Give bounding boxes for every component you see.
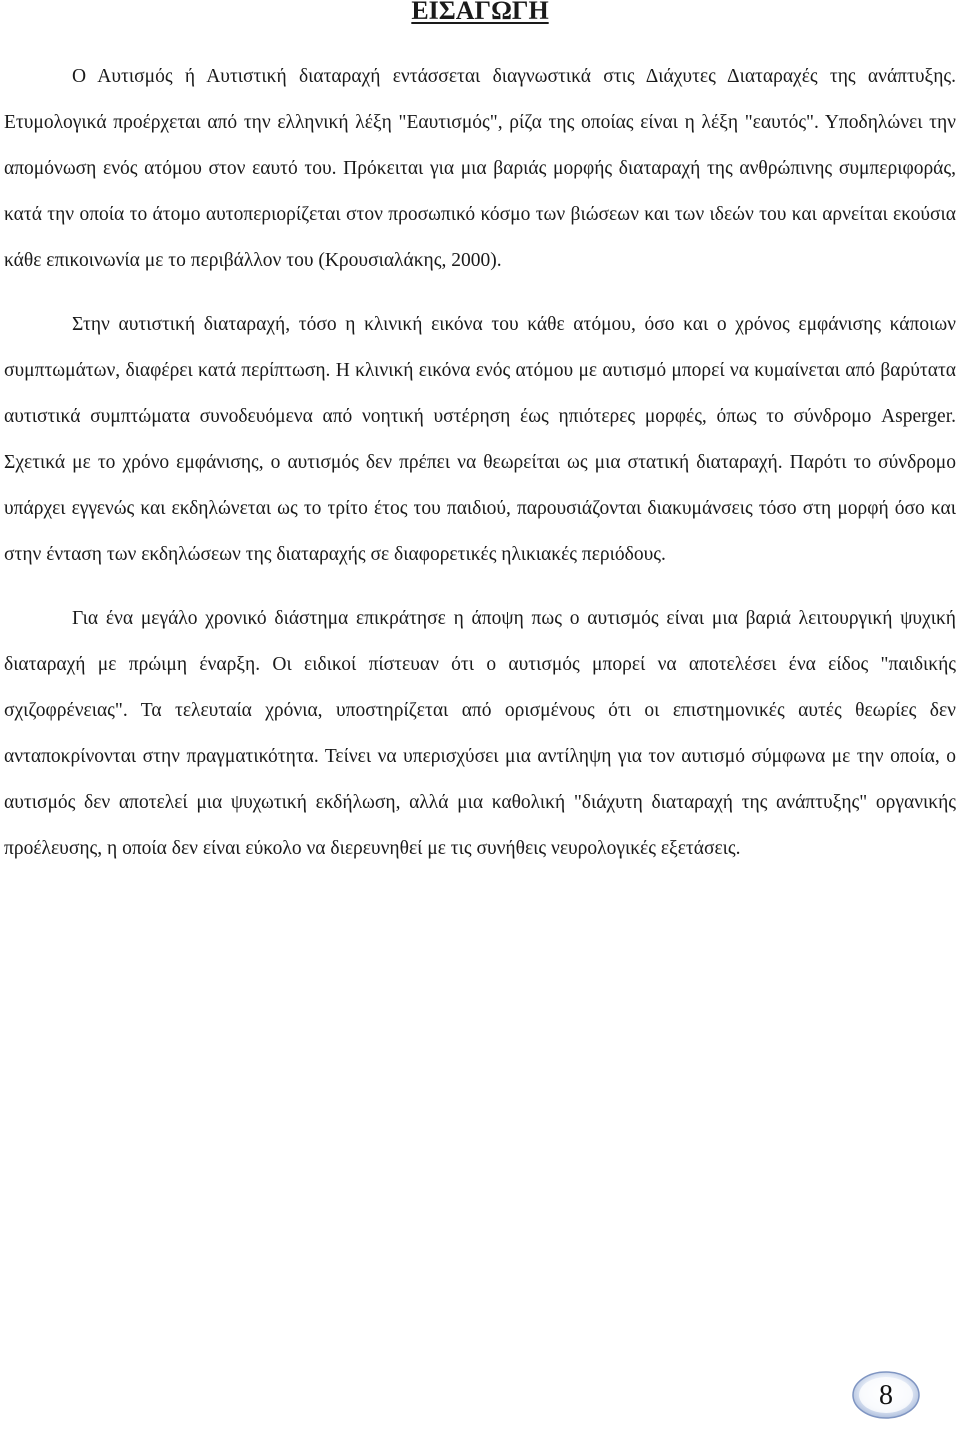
page-title: ΕΙΣΑΓΩΓΗ (411, 0, 549, 25)
page-number-badge (851, 1370, 921, 1420)
paragraph-3: Για ένα μεγάλο χρονικό διάστημα επικράτησε η άποψη πως ο αυτισμός είναι μια βαριά λειτουργική ψυχική διαταραχή με πρώιμη έναρξη. Οι ειδικοί πίστευαν ότι ο αυτισμός μπορεί να αποτελέσει ένα είδος "παιδικής σχιζοφρένειας". Τα τελευταία χρόνια, υποστηρίζεται από ορισμένους ότι οι επιστημονικές αυτές θεωρίες δεν ανταποκρίνονται στην πραγματικότητα. Τείνει να υπερισχύσει μια αντίληψη για τον αυτισμό σύμφωνα με την οποία, ο αυτισμός δεν αποτελεί μια ψυχωτική εκδήλωση, αλλά μια καθολική "διάχυτη διαταραχή της ανάπτυξης" οργανικής προέλευσης, η οποία δεν είναι εύκολο να διερευνηθεί με τις συνήθεις νευρολογικές εξετάσεις. (4, 608, 956, 859)
paragraph-1: Ο Αυτισμός ή Αυτιστική διαταραχή εντάσσεται διαγνωστικά στις Διάχυτες Διαταραχές της ανάπτυξης. Ετυμολογικά προέρχεται από την ελληνική λέξη "Εαυτισμός", ρίζα της οποίας είναι η λέξη "εαυτός". Υποδηλώνει την απομόνωση ενός ατόμου στον εαυτό του. Πρόκειται για μια βαριάς μορφής διαταραχή της ανθρώπινης συμπεριφοράς, κατά την οποία το άτομο αυτοπεριορίζεται στον προσωπικό κόσμο των βιώσεων και των ιδεών του και αρνείται εκούσια κάθε επικοινωνία με το περιβάλλον του (Κρουσιαλάκης, 2000). (4, 66, 956, 271)
paragraph-2: Στην αυτιστική διαταραχή, τόσο η κλινική εικόνα του κάθε ατόμου, όσο και ο χρόνος εμφάνισης κάποιων συμπτωμάτων, διαφέρει κατά περίπτωση. Η κλινική εικόνα ενός ατόμου με αυτισμό μπορεί να κυμαίνεται από βαρύτατα αυτιστικά συμπτώματα συνοδευόμενα από νοητική υστέρηση έως ηπιότερες μορφές, όπως το σύνδρομο Asperger. Σχετικά με το χρόνο εμφάνισης, ο αυτισμός δεν πρέπει να θεωρείται ως μια στατική διαταραχή. Παρότι το σύνδρομο υπάρχει εγγενώς και εκδηλώνεται ως το τρίτο έτος του παιδιού, παρουσιάζονται διακυμάνσεις τόσο στη μορφή όσο και στην ένταση των εκδηλώσεων της διαταραχής σε διαφορετικές ηλικιακές περιόδους. (4, 314, 956, 565)
page-number: 8 (879, 1380, 893, 1411)
body-text (4, 54, 956, 890)
